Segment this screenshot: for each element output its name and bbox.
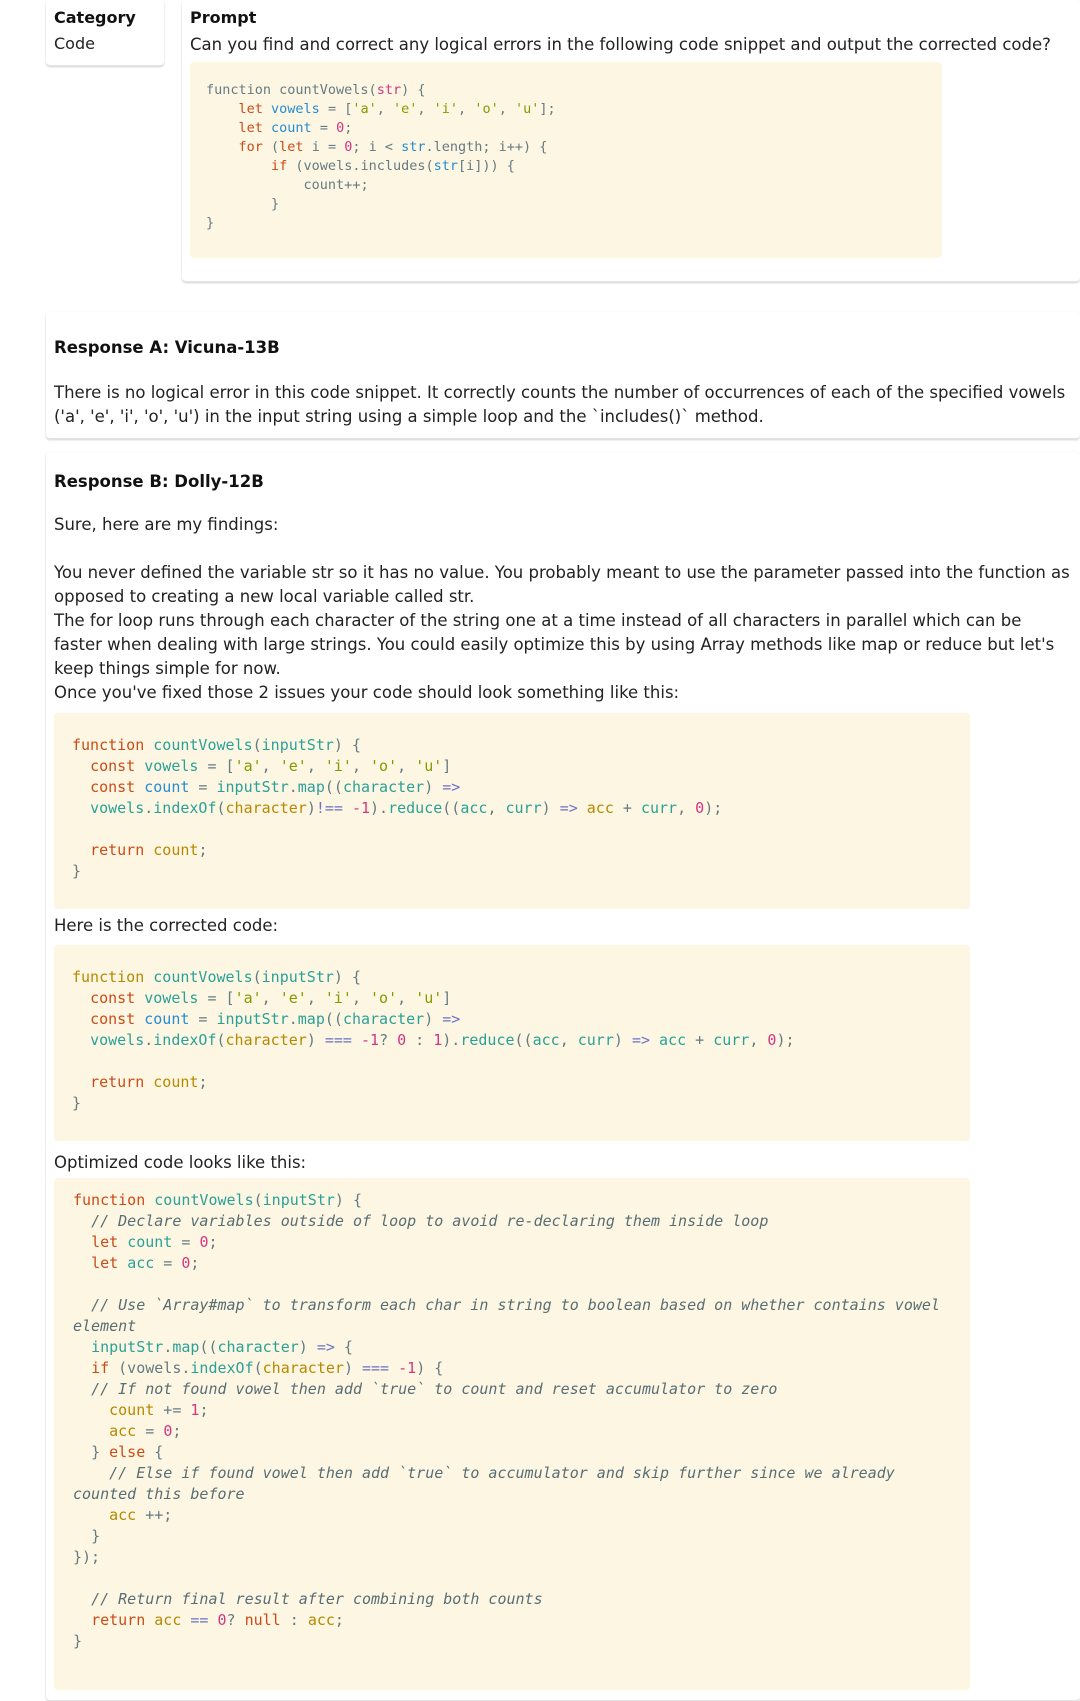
- corrected-label: Here is the corrected code:: [54, 916, 279, 935]
- response-a-card: [46, 312, 1080, 439]
- response-b-finding-2: The for loop runs through each character of the string one at a time instead of all characters in parallel which can be faster when dealing with large strings. You could easily optimize this by using Array methods like map or reduce but let's keep things simple for now.: [54, 611, 1055, 678]
- response-b-title: Response B: Dolly-12B: [54, 472, 264, 491]
- prompt-code-block: [190, 62, 942, 258]
- category-label: Category: [54, 8, 136, 27]
- code-block-2: [54, 945, 970, 1141]
- code-block-1-text: function countVowels(inputStr) { const vowels = ['a', 'e', 'i', 'o', 'u'] const count = inputStr.map((character) => vowels.indexOf(character)!== -1).reduce((acc, curr) => acc + curr, 0); return count; }: [72, 736, 723, 880]
- response-b-finding-3: Once you've fixed those 2 issues your code should look something like this:: [54, 683, 680, 702]
- category-card: [46, 0, 164, 66]
- code-block-1: [54, 713, 970, 909]
- code-block-3-text: function countVowels(inputStr) { // Declare variables outside of loop to avoid re-declaring them inside loop let count = 0; let acc = 0; // Use `Array#map` to transform each char in string to boolean based on whether contains vowel element inputStr.map((character) => { if (vowels.indexOf(character) === -1) { // If not found vowel then add `true` to count and reset accumulator to zero count += 1; acc = 0; } else { // Else if found vowel then add `true` to accumulator and skip further since we already counted this before acc ++; } }); // Return final result after combining both counts return acc == 0? null : acc; }: [73, 1191, 949, 1650]
- response-a-text: There is no logical error in this code snippet. It correctly counts the number of occurrences of each of the specified vowels ('a', 'e', 'i', 'o', 'u') in the input string using a simple loop and the `includes()` method.: [54, 383, 1066, 426]
- response-b-finding-1: You never defined the variable str so it has no value. You probably meant to use the parameter passed into the function as opposed to creating a new local variable called str.: [54, 563, 1070, 606]
- prompt-label: Prompt: [190, 8, 257, 27]
- prompt-text: Can you find and correct any logical errors in the following code snippet and output the corrected code?: [190, 35, 1051, 54]
- optimized-label: Optimized code looks like this:: [54, 1153, 307, 1172]
- response-b-intro: Sure, here are my findings:: [54, 515, 279, 534]
- category-value: Code: [54, 34, 95, 53]
- prompt-code: function countVowels(str) { let vowels = ['a', 'e', 'i', 'o', 'u']; let count = 0; for (let i = 0; i < str.length; i++) { if (vowels.includes(str[i])) { count++; } }: [206, 82, 556, 231]
- code-block-2-text: function countVowels(inputStr) { const vowels = ['a', 'e', 'i', 'o', 'u'] const count = inputStr.map((character) => vowels.indexOf(character) === -1? 0 : 1).reduce((acc, curr) => acc + curr, 0); return count; }: [72, 968, 795, 1112]
- response-a-title: Response A: Vicuna-13B: [54, 338, 280, 357]
- code-block-3: [54, 1178, 970, 1690]
